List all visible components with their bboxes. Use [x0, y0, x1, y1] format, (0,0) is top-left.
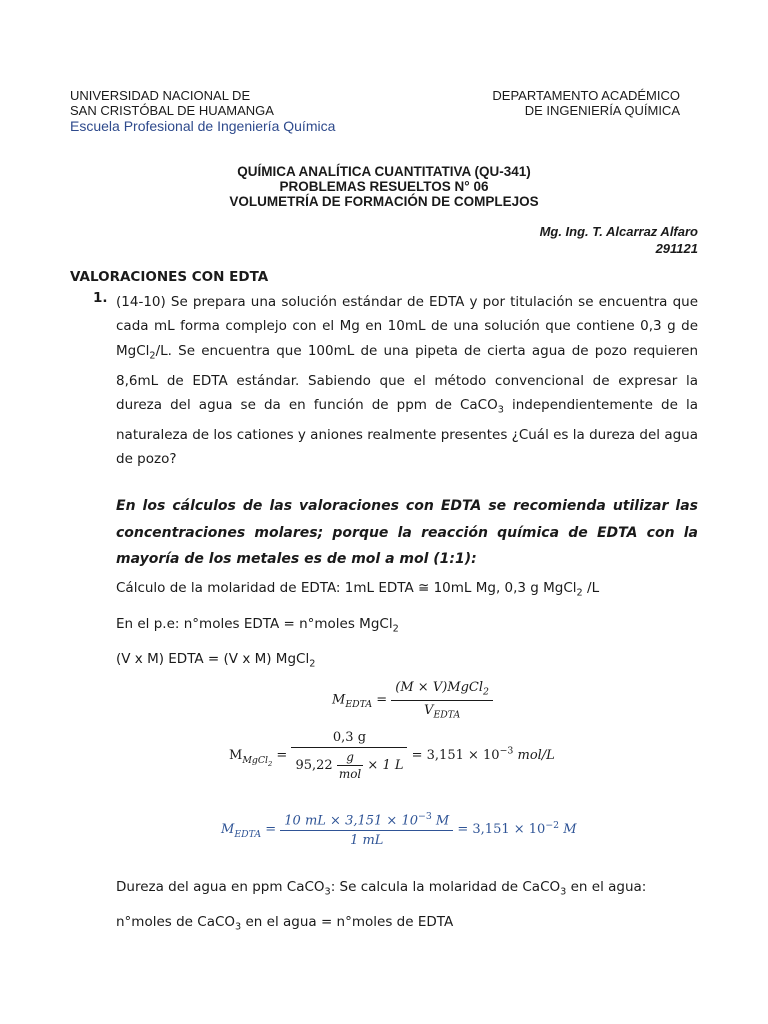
moles-text-b: en el agua = n°moles de EDTA: [241, 914, 454, 930]
eq3-lhs-sub: EDTA: [234, 828, 262, 840]
eq2-unit-denominator: mol: [338, 767, 362, 781]
document-code: 291121: [655, 241, 698, 256]
header-university: [70, 88, 335, 135]
problem-statement: [116, 290, 698, 471]
eq1-numerator-sub: 2: [483, 686, 489, 698]
moles-text-a: n°moles de CaCO: [116, 914, 236, 930]
eq3-fraction: [280, 811, 453, 848]
molarity-unit: /L: [582, 580, 600, 596]
hardness-sub-2: 3: [560, 886, 567, 898]
edta-note: En los cálculos de las valoraciones con EDTA se recomienda utilizar las concentraciones molares; porque la reacción química de EDTA con la mayoría de los metales es de mol a mol (1:1):: [116, 498, 698, 567]
eq1-fraction: [391, 680, 493, 720]
eq1-numerator: (M × V)MgCl: [395, 680, 484, 695]
hardness-text-b: : Se calcula la molaridad de CaCO: [330, 879, 561, 895]
hardness-text-a: Dureza del agua en ppm CaCO: [116, 879, 325, 895]
eq2-result-exp: −3: [499, 745, 514, 757]
equation-molarity-mgcl2: $M_{MgCl_2}$ = 0,3 g 95,22 $\frac{g}{\text{mol}}$ × 1 L = $3,151 \times 10^{-3}$ mol/L: [229, 730, 555, 781]
department-line-2: DE INGENIERÍA QUÍMICA: [524, 103, 680, 118]
hardness-step: [116, 879, 646, 898]
vm-step: [116, 651, 315, 670]
molarity-step: [116, 580, 599, 599]
course-title: QUÍMICA ANALÍTICA CUANTITATIVA (QU-341): [237, 164, 531, 179]
eq1-denominator: V: [424, 702, 434, 718]
eq3-lhs: M: [221, 822, 235, 838]
equivalence-text: En el p.e: n°moles EDTA = n°moles MgCl: [116, 616, 393, 632]
eq3-numerator-unit: M: [431, 813, 450, 829]
eq2-lhs: M: [229, 748, 243, 763]
moles-sub: 3: [235, 921, 242, 933]
problem-text-a: (14-10) Se prepara una solución estándar de EDTA y por titulación se encuentra que cada mL forma complejo con el Mg en 10mL de una solución que contiene 0,3 g de MgCl: [116, 294, 698, 359]
problem-sub-a: 2: [149, 350, 156, 362]
problem-1: [93, 290, 698, 471]
eq2-unit-fraction: [337, 750, 363, 781]
equivalence-sub: 2: [392, 623, 399, 635]
eq2-denominator-value: 95,22: [295, 758, 333, 773]
problems-subtitle: PROBLEMAS RESUELTOS N° 06: [279, 179, 489, 194]
moles-step: [116, 914, 453, 933]
equation-molarity-edta-result: $M_{EDTA}$ = $\frac{10 mL \times 3,151 \times 10^{-3} M}{1 mL}$ = $3,151 \times 10^{-2}$ M: [221, 811, 577, 849]
problem-text-b: /L. Se encuentra que 100mL de una pipeta de cierta agua de pozo requieren 8,6mL de EDTA estándar. Sabiendo que el método convencional de expresar la dureza del agua se da en función de ppm de CaCO: [116, 342, 698, 413]
eq2-result-unit: mol/L: [513, 748, 555, 763]
problem-sub-b: 3: [497, 404, 504, 416]
department-line-1: DEPARTAMENTO ACADÉMICO: [492, 88, 680, 103]
header-department: [492, 88, 680, 118]
eq2-result: = 3,151 × 10: [411, 748, 500, 763]
eq3-result: = 3,151 × 10: [457, 822, 546, 838]
molarity-text: Cálculo de la molaridad de EDTA: 1mL EDTA ≅ 10mL Mg, 0,3 g MgCl: [116, 580, 577, 596]
equation-molarity-edta: $M_{EDTA}$ = $\frac{(M \times V)MgCl_2}{V_{EDTA}}$: [332, 680, 493, 720]
problem-number: 1.: [93, 290, 108, 306]
eq2-fraction: [291, 730, 407, 781]
eq2-lhs-subsub: 2: [268, 759, 273, 768]
hardness-text-c: en el agua:: [566, 879, 647, 895]
eq2-numerator: 0,3 g: [332, 730, 367, 745]
vm-text: (V x M) EDTA = (V x M) MgCl: [116, 651, 310, 667]
section-title: VALORACIONES CON EDTA: [70, 269, 269, 285]
eq2-lhs-sub: MgCl: [242, 754, 268, 766]
eq3-result-exp: −2: [545, 819, 560, 831]
school-name: Escuela Profesional de Ingeniería Química: [70, 118, 336, 134]
eq2-unit-numerator: g: [337, 750, 363, 766]
eq1-lhs: M: [332, 692, 346, 708]
eq1-lhs-sub: EDTA: [345, 699, 373, 711]
equivalence-step: [116, 616, 399, 635]
eq3-numerator: 10 mL × 3,151 × 10: [284, 813, 418, 829]
topic-title: VOLUMETRÍA DE FORMACIÓN DE COMPLEJOS: [229, 194, 539, 209]
eq3-numerator-exp: −3: [418, 811, 432, 822]
author-block: [540, 223, 698, 257]
university-line-1: UNIVERSIDAD NACIONAL DE: [70, 88, 251, 103]
molarity-sub: 2: [576, 587, 583, 599]
vm-sub: 2: [309, 658, 316, 670]
document-title: [0, 164, 768, 209]
eq3-result-unit: M: [559, 822, 577, 838]
eq3-denominator: 1 mL: [350, 833, 384, 849]
problem-text-c: independientemente de la naturaleza de los cationes y aniones realmente presentes ¿Cuál es la dureza del agua de pozo?: [116, 396, 698, 468]
eq2-denominator-volume: × 1 L: [367, 758, 404, 773]
author-name: Mg. Ing. T. Alcarraz Alfaro: [539, 224, 698, 239]
hardness-sub-1: 3: [324, 886, 331, 898]
eq1-denominator-sub: EDTA: [433, 709, 461, 721]
university-line-2: SAN CRISTÓBAL DE HUAMANGA: [70, 103, 274, 118]
